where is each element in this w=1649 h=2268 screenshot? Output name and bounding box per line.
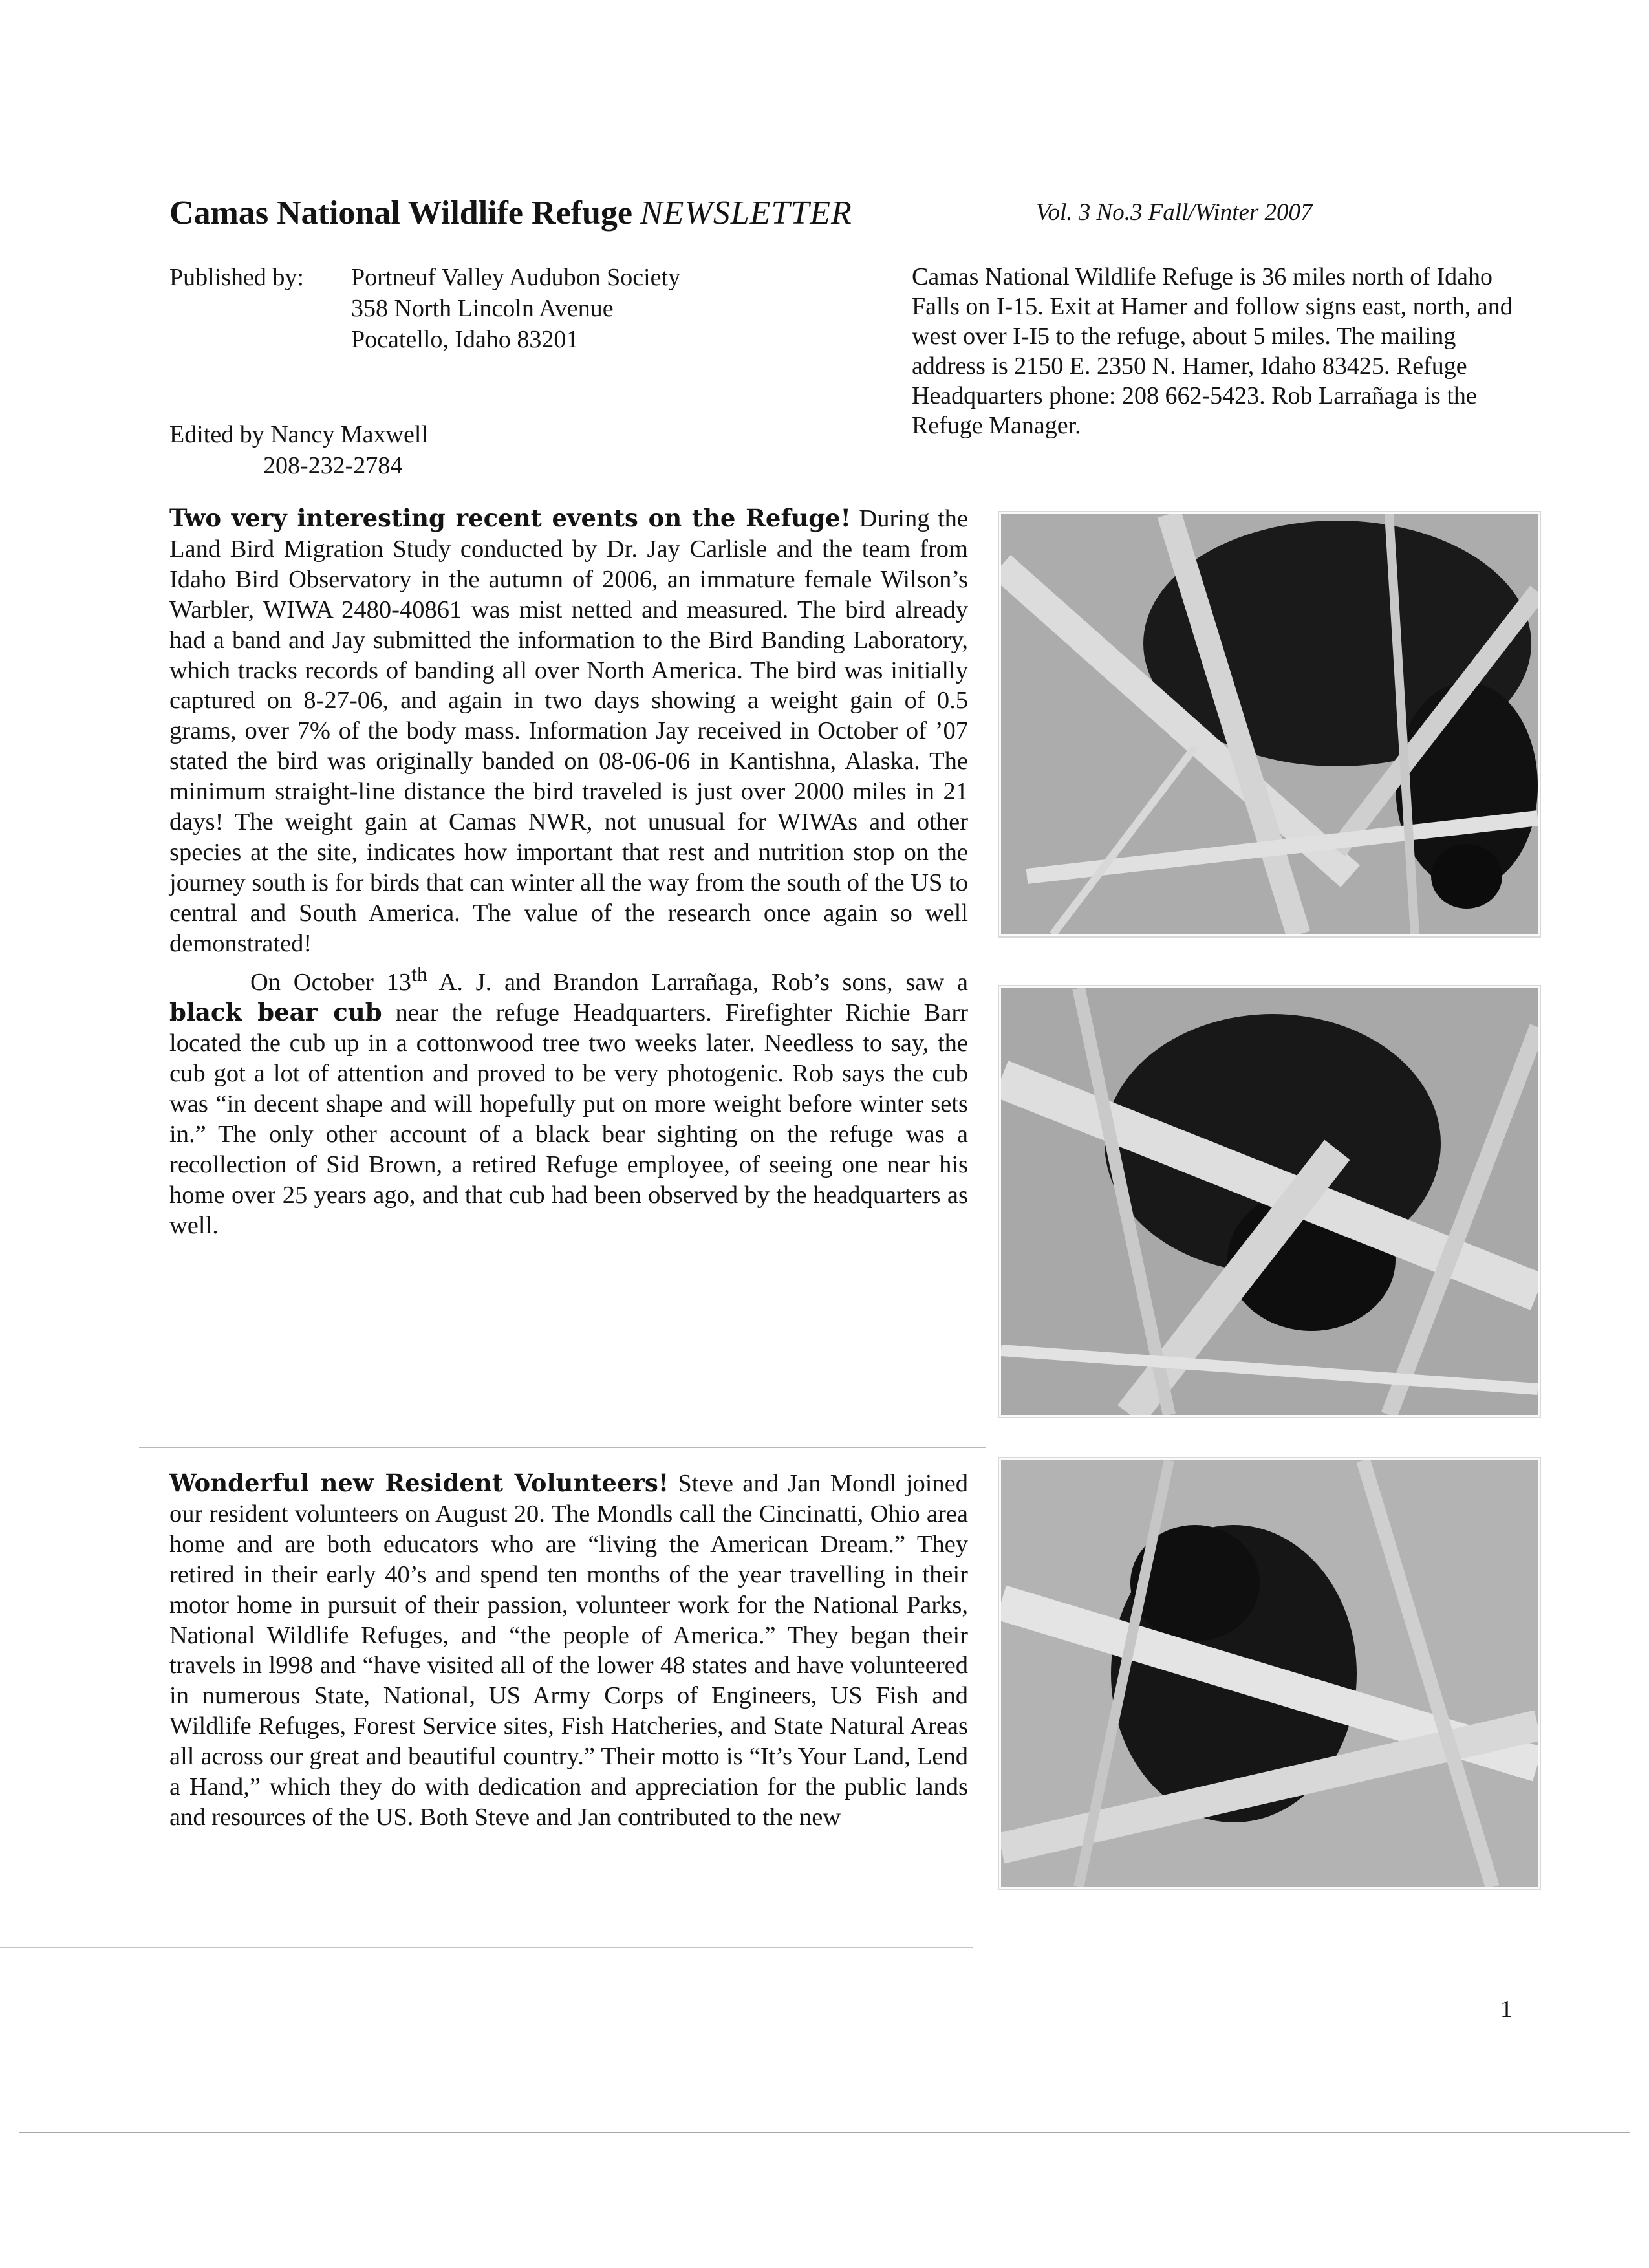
newsletter-title <box>169 194 852 232</box>
published-by-label: Published by: <box>169 264 304 291</box>
bear-cub-photo-3 <box>1001 1460 1538 1887</box>
article1-headline: Two very interesting recent events on the Refuge! <box>169 504 851 532</box>
article1-para2-mid: A. J. and Brandon Larrañaga, Rob’s sons, saw a <box>427 968 968 996</box>
volume-issue: Vol. 3 No.3 Fall/Winter 2007 <box>1036 199 1313 226</box>
article1-para2-end: near the refuge Headquarters. Firefighter Richie Barr located the cub up in a cottonwood tree two weeks later. Needless to say, the cub got a lot of attention and proved to be very photogenic. Rob says the cub was “in decent shape and will hopefully put on more weight before winter sets in.” The only other account of a black bear sighting on the refuge was a recollection of Sid Brown, a retired Refuge employee, of seeing one near his home over 25 years ago, and that cub had been observed by the headquarters as well. <box>169 999 968 1239</box>
scan-edge-line <box>19 2132 1630 2133</box>
bear-cub-photo-2 <box>1001 988 1538 1415</box>
article1-black-bear-cub: black bear cub <box>169 998 382 1027</box>
article-resident-volunteers <box>169 1468 968 1833</box>
refuge-info: Camas National Wildlife Refuge is 36 miles north of Idaho Falls on I-15. Exit at Hamer and follow signs east, north, and west over I-I5 to the refuge, about 5 miles. The mailing address is 2150 E. 2350 N. Hamer, Idaho 83425. Refuge Headquarters phone: 208 662-5423. Rob Larrañaga is the Refuge Manager. <box>912 263 1513 439</box>
article1-para1: During the Land Bird Migration Study conducted by Dr. Jay Carlisle and the team from Idaho Bird Observatory in the autumn of 2006, an immature female Wilson’s Warbler, WIWA 2480-40861 was mist netted and measured. The bird already had a band and Jay submitted the information to the Bird Banding Laboratory, which tracks records of banding all over North America. The bird was initially captured on 8-27-06, and again in two days showing a weight gain of 0.5 grams, over 7% of the body mass. Information Jay received in October of ’07 stated the bird was originally banded on 08-06-06 in Kantishna, Alaska. The minimum straight-line distance the bird traveled is just over 2000 miles in 21 days! The weight gain at Camas NWR, not unusual for WIWAs and other species at the site, indicates how important that rest and nutrition stop on the journey south is for birds that can winter all the way from the south of the US to central and South America. The value of the research once again so well demonstrated! <box>169 505 968 957</box>
publisher-address-line1: 358 North Lincoln Avenue <box>351 295 614 322</box>
title-newsletter-label: NEWSLETTER <box>640 195 852 232</box>
publisher-address-line2: Pocatello, Idaho 83201 <box>351 326 579 353</box>
article2-body: Steve and Jan Mondl joined our resident volunteers on August 20. The Mondls call the Cincinatti, Ohio area home and are both educators who are “living the American Dream.” They retired in their early 40’s and spend ten months of the year travelling in their motor home in pursuit of their passion, volunteer work for the National Parks, National Wildlife Refuges, and “the people of America.” They began their travels in l998 and “have visited all of the lower 48 states and have volunteered in numerous State, National, US Army Corps of Engineers, US Fish and Wildlife Refuges, Forest Service sites, Fish Hatcheries, and State Natural Areas all across our great and beautiful country.” Their motto is “It’s Your Land, Lend a Hand,” which they do with dedication and appreciation for the public lands and resources of the US. Both Steve and Jan contributed to the new <box>169 1470 969 1831</box>
article-recent-events <box>169 503 968 1241</box>
article-divider <box>139 1447 986 1448</box>
editor-phone: 208-232-2784 <box>263 452 403 479</box>
title-text: Camas National Wildlife Refuge <box>169 195 632 232</box>
bear-cub-photo-1 <box>1001 514 1538 934</box>
publisher-name: Portneuf Valley Audubon Society <box>351 264 681 291</box>
page-number: 1 <box>1500 1996 1513 2023</box>
article1-para2-start: On October 13 <box>250 968 411 996</box>
article2-headline: Wonderful new Resident Volunteers! <box>169 1469 669 1497</box>
article1-para2-sup: th <box>411 962 427 986</box>
bottom-divider <box>0 1947 973 1948</box>
editor-line: Edited by Nancy Maxwell <box>169 421 428 448</box>
